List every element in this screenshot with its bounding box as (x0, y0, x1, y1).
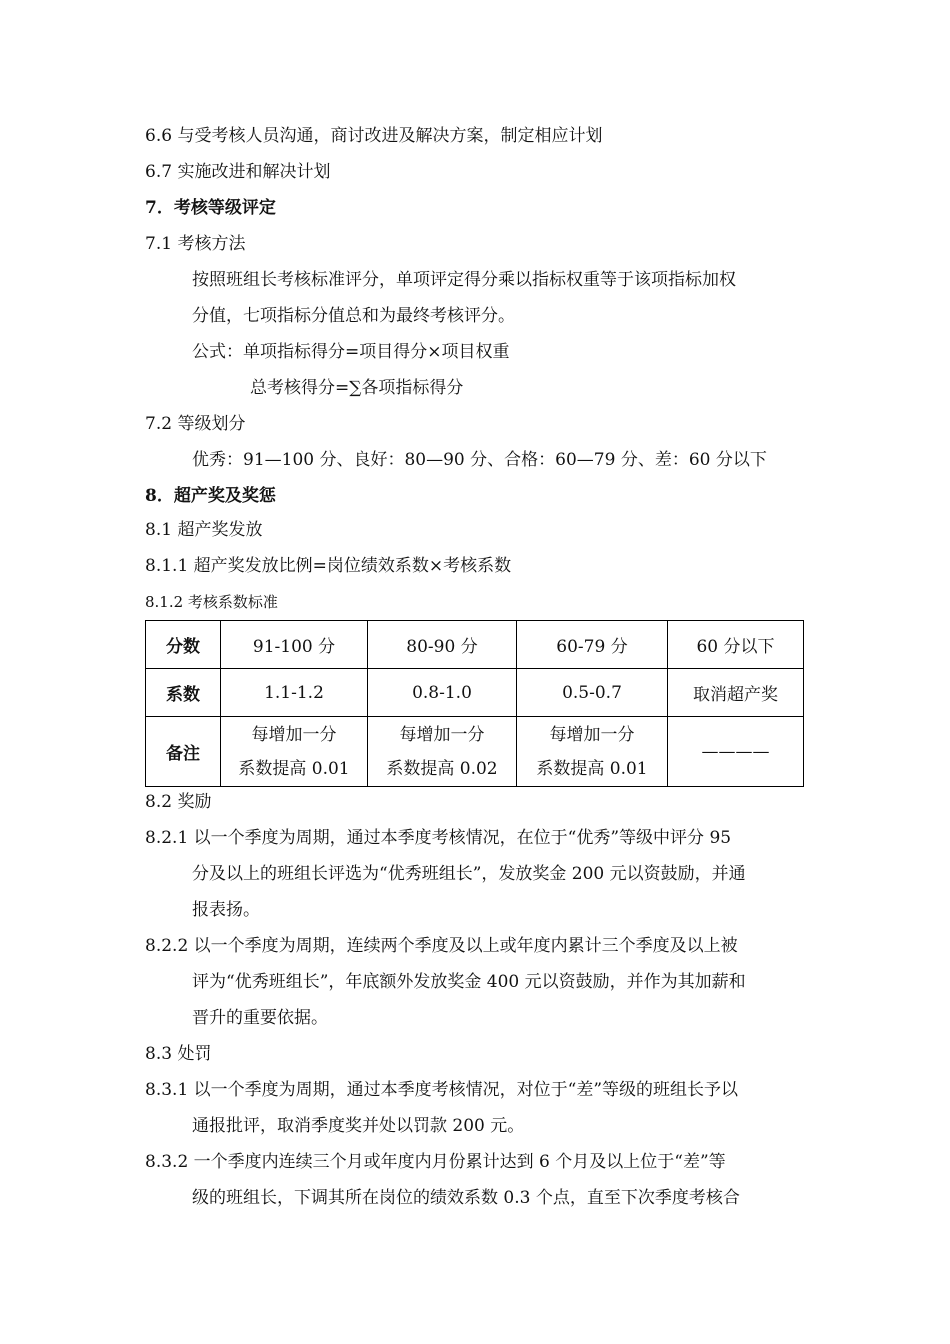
table-cell: 80-90 分 (368, 621, 517, 669)
table-cell: 分数 (146, 621, 221, 669)
table-cell: ———— (668, 717, 804, 787)
table-cell (517, 717, 668, 787)
table-cell: 91-100 分 (221, 621, 368, 669)
table-cell: 备注 (146, 717, 221, 787)
line-7-2: 7.2 等级划分 (145, 414, 246, 434)
heading-8: 8．超产奖及奖惩 (145, 486, 276, 506)
table-cell: 1.1-1.2 (221, 669, 368, 717)
line-8-3-2-a: 8.3.2 一个季度内连续三个月或年度内月份累计达到 6 个月及以上位于“差”等 (145, 1152, 726, 1172)
line-8-3-1-b: 通报批评，取消季度奖并处以罚款 200 元。 (192, 1116, 525, 1136)
heading-7: 7．考核等级评定 (145, 198, 276, 218)
coefficient-table (145, 620, 804, 787)
remark-line: 每增加一分 (549, 724, 635, 745)
table-cell (221, 717, 368, 787)
table-cell (368, 717, 517, 787)
table-row (146, 669, 804, 717)
line-8-2-1-c: 报表扬。 (192, 900, 260, 920)
line-8-1: 8.1 超产奖发放 (145, 520, 263, 540)
remark-line: 系数提高 0.02 (386, 758, 498, 779)
line-6-6: 6.6 与受考核人员沟通，商讨改进及解决方案，制定相应计划 (145, 126, 603, 146)
line-8-2-1-a: 8.2.1 以一个季度为周期，通过本季度考核情况，在位于“优秀”等级中评分 95 (145, 828, 732, 848)
para-7-1-b: 分值，七项指标分值总和为最终考核评分。 (192, 306, 515, 326)
para-7-1-a: 按照班组长考核标准评分，单项评定得分乘以指标权重等于该项指标加权 (192, 270, 736, 290)
table-row (146, 717, 804, 787)
remark-line: 每增加一分 (251, 724, 337, 745)
formula-1: 公式：单项指标得分=项目得分×项目权重 (192, 342, 510, 362)
line-8-2-2-c: 晋升的重要依据。 (192, 1008, 328, 1028)
line-8-2-1-b: 分及以上的班组长评选为“优秀班组长”，发放奖金 200 元以资鼓励，并通 (192, 864, 746, 884)
table-cell: 60-79 分 (517, 621, 668, 669)
grade-list: 优秀：91—100 分、良好：80—90 分、合格：60—79 分、差：60 分以下 (192, 450, 767, 470)
table-cell: 0.5-0.7 (517, 669, 668, 717)
remark-line: 每增加一分 (399, 724, 485, 745)
formula-2: 总考核得分=∑各项指标得分 (250, 378, 464, 398)
table-cell: 60 分以下 (668, 621, 804, 669)
table-row (146, 621, 804, 669)
line-8-2-2-a: 8.2.2 以一个季度为周期，连续两个季度及以上或年度内累计三个季度及以上被 (145, 936, 738, 956)
line-8-1-1: 8.1.1 超产奖发放比例=岗位绩效系数×考核系数 (145, 556, 512, 576)
line-8-3-2-b: 级的班组长，下调其所在岗位的绩效系数 0.3 个点，直至下次季度考核合 (192, 1188, 740, 1208)
line-8-3: 8.3 处罚 (145, 1044, 212, 1064)
line-6-7: 6.7 实施改进和解决计划 (145, 162, 331, 182)
remark-line: 系数提高 0.01 (238, 758, 350, 779)
line-8-2: 8.2 奖励 (145, 792, 212, 812)
line-8-1-2: 8.1.2 考核系数标准 (145, 593, 278, 611)
table-cell: 0.8-1.0 (368, 669, 517, 717)
remark-line: 系数提高 0.01 (536, 758, 648, 779)
line-8-2-2-b: 评为“优秀班组长”，年底额外发放奖金 400 元以资鼓励，并作为其加薪和 (192, 972, 746, 992)
table-cell: 系数 (146, 669, 221, 717)
line-8-3-1-a: 8.3.1 以一个季度为周期，通过本季度考核情况，对位于“差”等级的班组长予以 (145, 1080, 739, 1100)
line-7-1: 7.1 考核方法 (145, 234, 246, 254)
table-cell: 取消超产奖 (668, 669, 804, 717)
